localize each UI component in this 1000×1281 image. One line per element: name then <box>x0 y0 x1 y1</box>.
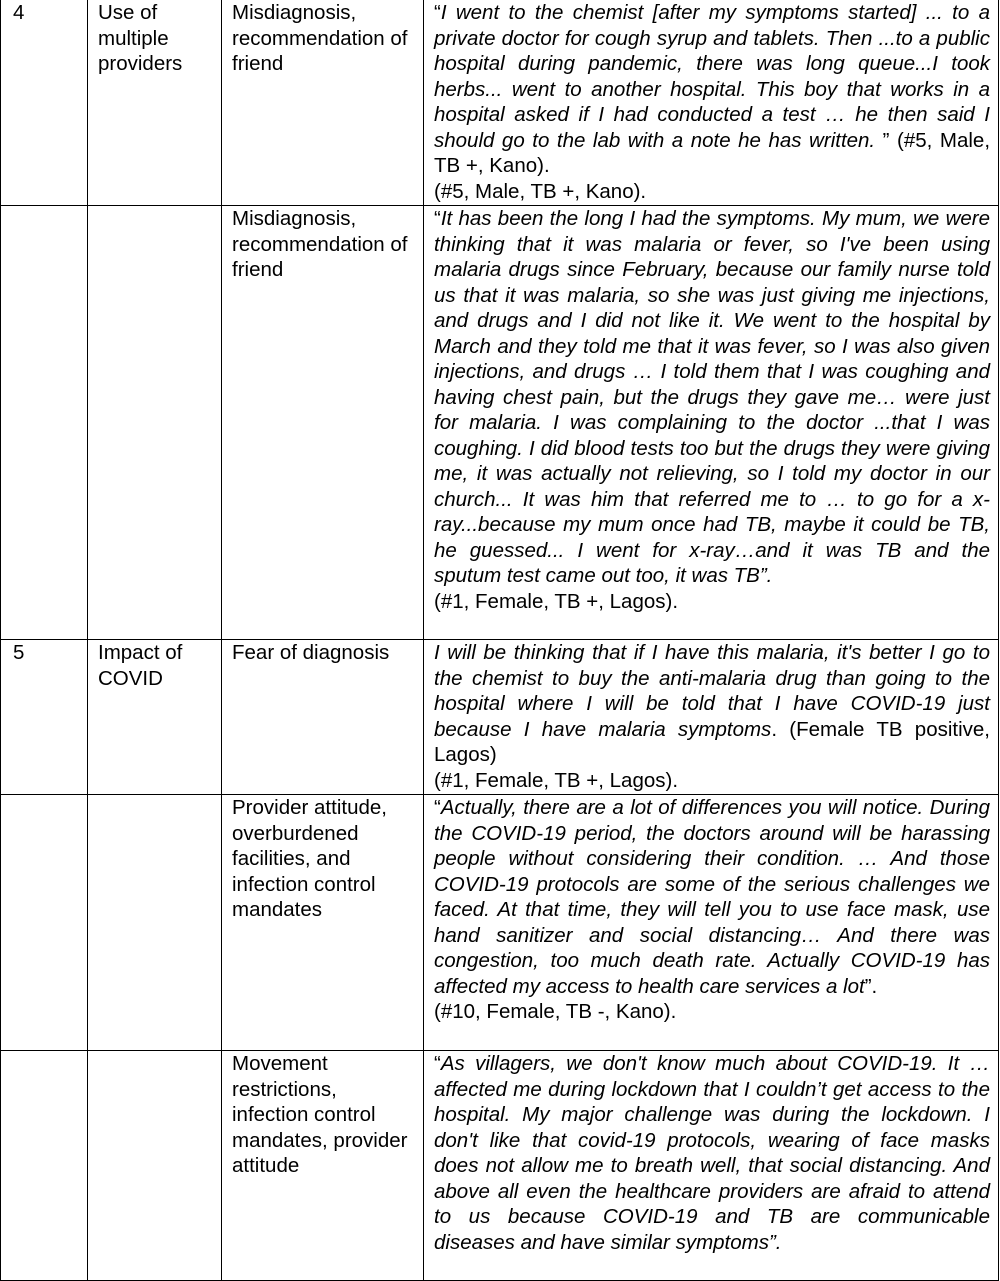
table-row <box>1 206 999 640</box>
quote-cell <box>424 640 999 795</box>
theme-cell <box>88 206 222 640</box>
attribution: (#1, Female, TB +, Lagos). <box>434 768 679 792</box>
row-number <box>11 1052 13 1075</box>
theme-cell <box>88 640 222 795</box>
subtheme-text: Misdiagnosis, recommendation of friend <box>232 1 408 75</box>
quote-tail: ” (#5, Male, TB +, Kano). <box>434 128 991 177</box>
attribution: (#10, Female, TB -, Kano). <box>434 1000 677 1023</box>
row-number: 4 <box>13 1 25 24</box>
quote-text: I will be thinking that if I have this malaria, it's better I go to the chemist to buy the anti-malaria drug than going to the hospital where I will be told that I have COVID-19 just because I have malaria symptoms <box>434 641 990 741</box>
row-number <box>11 207 13 230</box>
row-number-cell <box>1 0 88 206</box>
table-row <box>1 795 999 1051</box>
theme-cell <box>88 795 222 1051</box>
row-number-cell <box>1 640 88 795</box>
row-number <box>11 796 13 819</box>
subtheme-text: Misdiagnosis, recommendation of friend <box>232 207 408 281</box>
row-number-cell <box>1 1051 88 1281</box>
row-number-cell <box>1 206 88 640</box>
subtheme-cell <box>222 206 424 640</box>
theme-text: Impact of COVID <box>98 641 183 690</box>
subtheme-text: Fear of diagnosis <box>232 641 390 664</box>
open-quote: “ <box>434 796 441 819</box>
quote-cell <box>424 206 999 640</box>
quote-tail: . (Female TB positive, Lagos) <box>434 717 990 766</box>
quote-tail: ”. <box>864 974 878 998</box>
subtheme-cell <box>222 795 424 1051</box>
table-row <box>1 1051 999 1281</box>
row-number-cell <box>1 795 88 1051</box>
quote-cell <box>424 1051 999 1281</box>
attribution: (#1, Female, TB +, Lagos). <box>434 589 679 613</box>
theme-text: Use of multiple providers <box>98 1 183 75</box>
subtheme-text: Provider attitude, overburdened facilities, and infection control mandates <box>232 796 387 921</box>
row-number: 5 <box>13 641 25 664</box>
attribution: (#5, Male, TB +, Kano). <box>434 179 647 203</box>
quote-cell <box>424 0 999 206</box>
subtheme-cell <box>222 0 424 206</box>
quote-text: It has been the long I had the symptoms. My mum, we were thinking that it was malaria or fever, so I've been using malaria drugs since February, because our family nurse told us that it was malaria, so she was just giving me injections, and drugs and I did not like it. We went to the hospital by March and they told me that it was fever, so I was also given injections, and drugs … I told them that I was coughing and having chest pain, but the drugs they gave me… were just for malaria. I was complaining to the doctor ...that I was coughing. I did blood tests too but the drugs they were giving me, it was actually not relieving, so I told my doctor in our church... It was him that referred me to … to go for a x-ray...because my mum once had TB, maybe it could be TB, he guessed... I went for x-ray…and it was TB and the sputum test came out too, it was TB”. <box>434 207 990 587</box>
table-row <box>1 640 999 795</box>
open-quote: “ <box>434 1052 441 1075</box>
quote-text: I went to the chemist [after my symptoms started] ... to a private doctor for cough syrup and tablets. Then ...to a public hospital during pandemic, there was long queue...I took herbs... went to another hospital. This boy that works in a hospital asked if I had conducted a test … he then said I should go to the lab with a note he has written. <box>434 1 990 152</box>
quote-cell <box>424 795 999 1051</box>
subtheme-cell <box>222 1051 424 1281</box>
quote-text: Actually, there are a lot of differences you will notice. During the COVID-19 period, the doctors around will be harassing people without considering their condition. … And those COVID-19 protocols are some of the serious challenges we faced. At that time, they will tell you to use face mask, use hand sanitizer and social distancing… And there was congestion, too much death rate. Actually COVID-19 has affected my access to health care services a lot <box>434 796 990 998</box>
open-quote: “ <box>434 207 441 230</box>
theme-cell <box>88 1051 222 1281</box>
subtheme-text: Movement restrictions, infection control mandates, provider attitude <box>232 1052 408 1177</box>
open-quote: “ <box>434 1 441 24</box>
theme-cell <box>88 0 222 206</box>
table-row <box>1 0 999 206</box>
subtheme-cell <box>222 640 424 795</box>
quote-text: As villagers, we don't know much about COVID-19. It … affected me during lockdown that I couldn’t get access to the hospital. My major challenge was during the lockdown. I don't like that covid-19 protocols, wearing of face masks does not allow me to breath well, that social distancing. And above all even the healthcare providers are afraid to attend to us because COVID-19 and TB are communicable diseases and have similar symptoms”. <box>434 1052 990 1254</box>
